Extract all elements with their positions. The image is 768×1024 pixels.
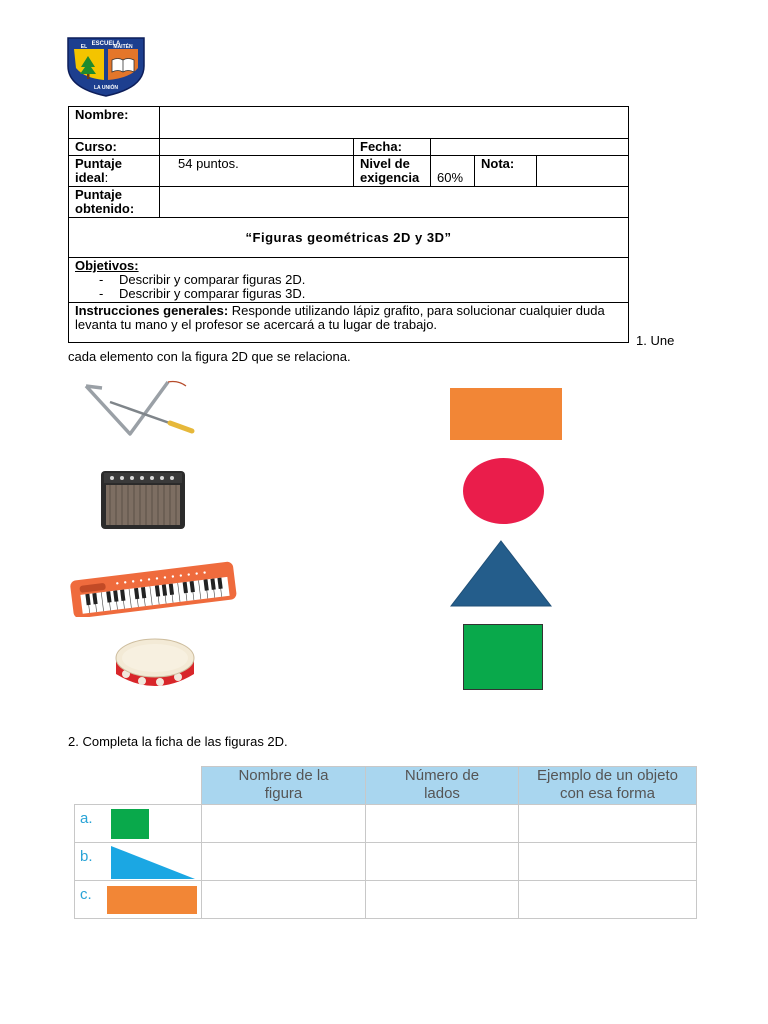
row-c-nombre-field[interactable] xyxy=(202,880,366,918)
blue-triangle-shape xyxy=(450,540,552,607)
nota-label-cell xyxy=(475,156,537,187)
objetivos-label: Objetivos: xyxy=(75,258,139,273)
row-label: c. xyxy=(80,885,92,903)
right-triangle-swatch xyxy=(111,846,195,879)
instrucciones-label: Instrucciones generales: xyxy=(75,303,229,318)
curso-label-cell xyxy=(69,139,160,156)
nota-label: Nota: xyxy=(481,156,515,171)
school-logo xyxy=(66,36,146,98)
nota-field[interactable] xyxy=(537,156,629,187)
red-circle-shape xyxy=(463,458,544,524)
tambourine-image xyxy=(112,636,198,694)
header-nombre: Nombre de la figura xyxy=(202,767,366,805)
header-table xyxy=(68,106,629,343)
row-a-lados-field[interactable] xyxy=(366,804,519,842)
row-b-lados-field[interactable] xyxy=(366,842,519,880)
nivel-value: 60% xyxy=(431,156,475,187)
row-b-nombre-field[interactable] xyxy=(202,842,366,880)
green-square-shape xyxy=(463,624,543,690)
objetivo-item: - Describir y comparar figuras 3D. xyxy=(99,287,622,301)
q2-text: 2. Completa la ficha de las figuras 2D. xyxy=(68,734,288,749)
fecha-field[interactable] xyxy=(431,139,629,156)
orange-rectangle-swatch xyxy=(107,886,197,914)
nivel-label-cell xyxy=(354,156,431,187)
header-lados: Número de lados xyxy=(366,767,519,805)
objetivo-item: - Describir y comparar figuras 2D. xyxy=(99,273,622,287)
objetivos-cell xyxy=(69,258,629,303)
empty-corner xyxy=(75,767,202,805)
nombre-field[interactable] xyxy=(160,107,629,139)
curso-field[interactable] xyxy=(160,139,354,156)
row-c-ejemplo-field[interactable] xyxy=(519,880,697,918)
row-c-lados-field[interactable] xyxy=(366,880,519,918)
puntaje-ideal-label-cell xyxy=(69,156,160,187)
puntaje-ideal-label: Puntaje ideal xyxy=(75,156,122,185)
q1-number: 1. Une xyxy=(636,333,675,348)
fecha-label-cell xyxy=(354,139,431,156)
row-b-ejemplo-field[interactable] xyxy=(519,842,697,880)
curso-label: Curso: xyxy=(75,139,117,154)
logo-top-text: ESCUELA xyxy=(91,41,121,47)
logo-mid-right: MAITÉN xyxy=(113,44,133,50)
row-a-nombre-field[interactable] xyxy=(202,804,366,842)
row-a-label-cell xyxy=(75,804,202,842)
puntaje-obtenido-label-cell xyxy=(69,187,160,218)
orange-rectangle-shape xyxy=(450,388,562,440)
row-c-label-cell xyxy=(75,880,202,918)
q1-text: cada elemento con la figura 2D que se relaciona. xyxy=(68,349,351,364)
row-label: a. xyxy=(80,809,93,827)
keyboard-image xyxy=(68,557,238,617)
green-square-swatch xyxy=(111,809,149,839)
puntaje-ideal-colon: : xyxy=(104,170,109,185)
instrucciones-text: Responde utilizando lápiz grafito, para solucionar cualquier duda levanta tu mano y el profesor se acercará a tu lugar de trabajo. xyxy=(75,303,605,332)
nivel-label: Nivel de exigencia xyxy=(360,156,420,185)
fecha-label: Fecha: xyxy=(360,139,402,154)
objetivos-list xyxy=(75,273,622,301)
logo-bottom-text: LA UNIÓN xyxy=(94,85,118,91)
row-b-label-cell xyxy=(75,842,202,880)
puntaje-obtenido-field[interactable] xyxy=(160,187,629,218)
figures-table xyxy=(74,766,697,919)
amplifier-image xyxy=(100,470,186,530)
nombre-label-cell xyxy=(69,107,160,139)
triangle-instrument-image xyxy=(82,378,200,438)
row-a-ejemplo-field[interactable] xyxy=(519,804,697,842)
puntaje-obtenido-label: Puntaje obtenido: xyxy=(75,187,135,216)
row-label: b. xyxy=(80,847,93,865)
instrucciones-cell xyxy=(69,303,629,343)
worksheet-title: “Figuras geométricas 2D y 3D” xyxy=(69,218,629,258)
puntaje-ideal-value: 54 puntos. xyxy=(160,156,354,187)
header-ejemplo: Ejemplo de un objeto con esa forma xyxy=(519,767,697,805)
logo-mid-left: EL xyxy=(80,44,88,50)
nombre-label: Nombre: xyxy=(75,107,129,122)
